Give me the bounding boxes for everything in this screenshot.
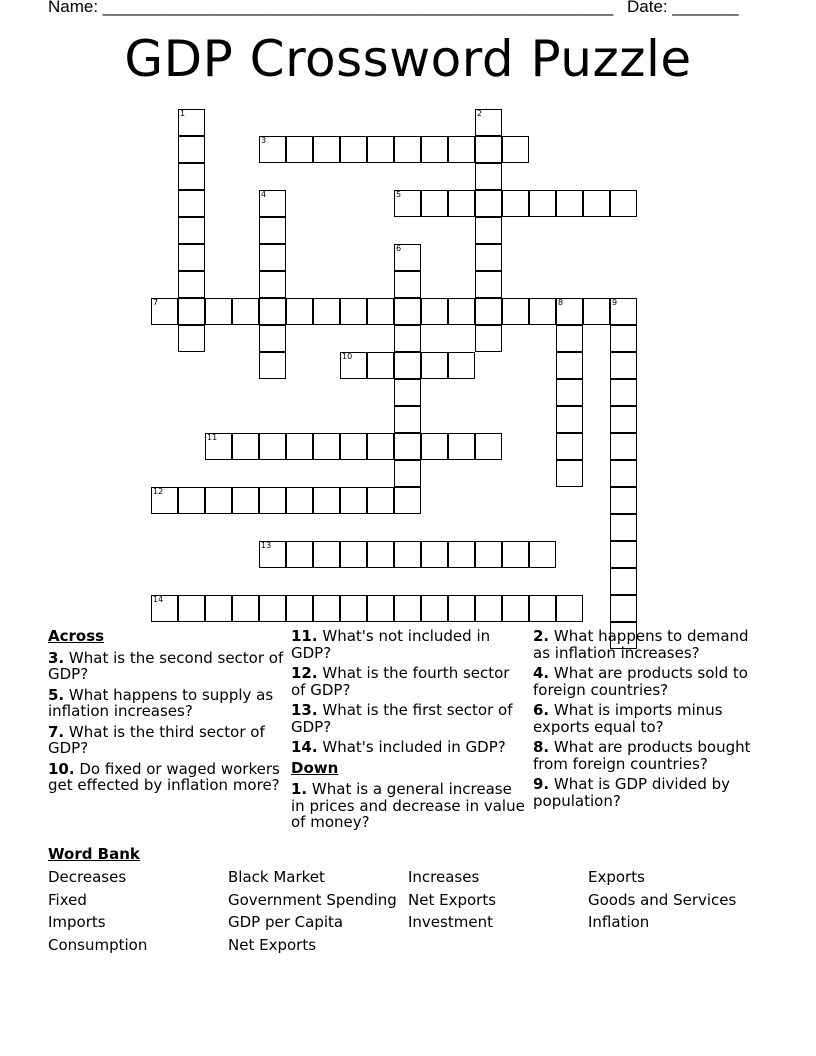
- crossword-cell: [556, 379, 583, 406]
- clue-text: What is imports minus exports equal to?: [533, 701, 723, 736]
- clue-text: What's included in GDP?: [322, 738, 506, 756]
- clue-text: What are products bought from foreign countries?: [533, 738, 751, 773]
- crossword-cell: [367, 595, 394, 622]
- crossword-cell: [610, 568, 637, 595]
- crossword-cell: [259, 244, 286, 271]
- crossword-cell: [475, 595, 502, 622]
- crossword-cell: [556, 325, 583, 352]
- clue-text: What is the fourth sector of GDP?: [291, 664, 510, 699]
- clue-number-label: 12: [153, 487, 164, 496]
- crossword-cell: [151, 487, 178, 514]
- clue-across-7: [48, 724, 284, 757]
- clue-number-label: 6: [396, 244, 402, 253]
- crossword-cell: [394, 379, 421, 406]
- crossword-cell: [178, 298, 205, 325]
- crossword-cell: [394, 325, 421, 352]
- crossword-cell: [394, 595, 421, 622]
- crossword-cell: [610, 325, 637, 352]
- crossword-cell: [205, 298, 232, 325]
- crossword-cell: [610, 433, 637, 460]
- crossword-cell: [502, 190, 529, 217]
- crossword-cell: [259, 217, 286, 244]
- crossword-cell: [610, 487, 637, 514]
- crossword-cell: [448, 298, 475, 325]
- crossword-cell: [286, 541, 313, 568]
- crossword-cell: [394, 460, 421, 487]
- crossword-cell: [610, 541, 637, 568]
- clue-down-6: [533, 702, 769, 735]
- clue-number: 1.: [291, 780, 308, 798]
- crossword-cell: [394, 298, 421, 325]
- crossword-cell: [178, 487, 205, 514]
- crossword-cell: [367, 136, 394, 163]
- clue-text: What is the third sector of GDP?: [48, 722, 265, 757]
- word-bank-item: Government Spending: [228, 891, 397, 909]
- clue-number: 13.: [291, 701, 318, 719]
- crossword-cell: [475, 217, 502, 244]
- crossword-cell: [259, 541, 286, 568]
- crossword-cell: [556, 595, 583, 622]
- crossword-cell: [610, 514, 637, 541]
- crossword-cell: [556, 433, 583, 460]
- word-bank-item: Net Exports: [228, 936, 317, 954]
- crossword-cell: [178, 190, 205, 217]
- word-bank-item: Decreases: [48, 868, 127, 886]
- clue-number: 2.: [533, 627, 550, 645]
- clue-number-label: 13: [261, 541, 272, 550]
- clue-number-label: 4: [261, 190, 267, 199]
- clue-text: What happens to supply as inflation increases?: [48, 685, 274, 720]
- crossword-cell: [610, 406, 637, 433]
- crossword-cell: [313, 487, 340, 514]
- clue-text: What are products sold to foreign countries?: [533, 664, 748, 699]
- clue-text: What is GDP divided by population?: [533, 775, 731, 810]
- crossword-cell: [178, 136, 205, 163]
- crossword-cell: [178, 163, 205, 190]
- word-bank-item: Exports: [588, 868, 645, 886]
- clue-number-label: 10: [342, 352, 353, 361]
- clue-number: 5.: [48, 685, 65, 704]
- clue-number: 6.: [533, 701, 550, 719]
- crossword-cell: [610, 190, 637, 217]
- crossword-cell: [259, 325, 286, 352]
- clue-number-label: 5: [396, 190, 402, 199]
- clue-text: What's not included in GDP?: [291, 627, 491, 662]
- crossword-cell: [205, 487, 232, 514]
- crossword-cell: [259, 136, 286, 163]
- word-bank-item: Inflation: [588, 913, 650, 931]
- crossword-cell: [232, 433, 259, 460]
- crossword-cell: [475, 244, 502, 271]
- word-bank-item: Investment: [408, 913, 493, 931]
- crossword-cell: [286, 487, 313, 514]
- crossword-cell: [394, 136, 421, 163]
- crossword-cell: [232, 487, 259, 514]
- word-bank-heading: Word Bank: [48, 845, 140, 863]
- crossword-cell: [610, 379, 637, 406]
- crossword-cell: [610, 298, 637, 325]
- word-bank-item: Fixed: [48, 891, 87, 909]
- crossword-cell: [421, 298, 448, 325]
- across-heading: Across: [48, 627, 105, 645]
- clue-down-2: [533, 628, 769, 661]
- crossword-cell: [394, 541, 421, 568]
- crossword-cell: [178, 325, 205, 352]
- crossword-cell: [475, 298, 502, 325]
- crossword-cell: [394, 433, 421, 460]
- crossword-cell: [367, 487, 394, 514]
- crossword-cell: [502, 298, 529, 325]
- crossword-cell: [178, 595, 205, 622]
- crossword-cell: [313, 298, 340, 325]
- crossword-cell: [475, 271, 502, 298]
- crossword-cell: [151, 298, 178, 325]
- crossword-cell: [421, 541, 448, 568]
- clue-text: What is the first sector of GDP?: [291, 701, 513, 736]
- crossword-cell: [286, 595, 313, 622]
- word-bank-item: Increases: [408, 868, 480, 886]
- crossword-cell: [394, 271, 421, 298]
- crossword-cell: [367, 541, 394, 568]
- clue-across-11: [291, 628, 527, 661]
- crossword-cell: [205, 595, 232, 622]
- crossword-cell: [313, 595, 340, 622]
- clue-down-9: [533, 776, 769, 809]
- crossword-cell: [367, 298, 394, 325]
- crossword-cell: [340, 487, 367, 514]
- crossword-cell: [448, 136, 475, 163]
- crossword-cell: [394, 487, 421, 514]
- crossword-cell: [313, 541, 340, 568]
- clue-number: 11.: [291, 627, 318, 645]
- name-field-label: Name: ______________________________________________________: [48, 0, 614, 16]
- crossword-cell: [448, 190, 475, 217]
- clue-number: 9.: [533, 775, 550, 793]
- crossword-cell: [394, 190, 421, 217]
- crossword-cell: [475, 190, 502, 217]
- crossword-cell: [367, 352, 394, 379]
- crossword-cell: [448, 352, 475, 379]
- word-bank-item: Imports: [48, 913, 106, 931]
- crossword-cell: [259, 487, 286, 514]
- clue-text: What is a general increase in prices and decrease in value of money?: [291, 780, 525, 831]
- page-title: GDP Crossword Puzzle: [124, 30, 692, 88]
- crossword-cell: [421, 352, 448, 379]
- crossword-cell: [556, 406, 583, 433]
- crossword-cell: [502, 595, 529, 622]
- crossword-cell: [394, 352, 421, 379]
- clue-number-label: 7: [153, 298, 159, 307]
- crossword-cell: [502, 136, 529, 163]
- clue-number-label: 1: [180, 109, 186, 118]
- clue-across-14: [291, 739, 527, 756]
- crossword-cell: [259, 271, 286, 298]
- clue-number: 4.: [533, 664, 550, 682]
- clue-number-label: 14: [153, 595, 164, 604]
- clues-column-2: [291, 628, 527, 835]
- clue-text: Do fixed or waged workers get effected by inflation more?: [48, 759, 280, 794]
- crossword-cell: [178, 109, 205, 136]
- clue-number: 8.: [533, 738, 550, 756]
- crossword-cell: [475, 109, 502, 136]
- clue-number: 12.: [291, 664, 318, 682]
- clue-number: 10.: [48, 759, 75, 778]
- crossword-cell: [259, 352, 286, 379]
- crossword-cell: [610, 352, 637, 379]
- crossword-cell: [286, 433, 313, 460]
- crossword-cell: [178, 244, 205, 271]
- clue-number-label: 11: [207, 433, 218, 442]
- crossword-cell: [178, 271, 205, 298]
- crossword-cell: [583, 190, 610, 217]
- crossword-cell: [475, 433, 502, 460]
- crossword-cell: [529, 541, 556, 568]
- crossword-cell: [340, 541, 367, 568]
- crossword-cell: [259, 433, 286, 460]
- date-field-label: Date: _______: [627, 0, 739, 16]
- clue-across-3: [48, 650, 284, 683]
- crossword-cell: [232, 595, 259, 622]
- crossword-cell: [529, 595, 556, 622]
- clue-down-4: [533, 665, 769, 698]
- crossword-cell: [421, 433, 448, 460]
- crossword-cell: [151, 595, 178, 622]
- clue-number-label: 9: [612, 298, 618, 307]
- crossword-cell: [178, 217, 205, 244]
- crossword-cell: [556, 352, 583, 379]
- clue-across-5: [48, 687, 284, 720]
- crossword-cell: [313, 433, 340, 460]
- crossword-cell: [340, 298, 367, 325]
- crossword-cell: [259, 298, 286, 325]
- crossword-cell: [340, 136, 367, 163]
- crossword-cell: [529, 298, 556, 325]
- crossword-cell: [529, 190, 556, 217]
- word-bank-item: GDP per Capita: [228, 913, 344, 931]
- crossword-cell: [448, 541, 475, 568]
- clue-across-10: [48, 761, 284, 794]
- crossword-cell: [610, 595, 637, 622]
- crossword-cell: [286, 136, 313, 163]
- clue-number-label: 3: [261, 136, 267, 145]
- clue-across-13: [291, 702, 527, 735]
- crossword-cell: [259, 595, 286, 622]
- crossword-cell: [421, 595, 448, 622]
- clue-number: 14.: [291, 738, 318, 756]
- word-bank-item: Consumption: [48, 936, 148, 954]
- crossword-cell: [205, 433, 232, 460]
- clue-text: What is the second sector of GDP?: [48, 648, 284, 683]
- crossword-cell: [475, 136, 502, 163]
- crossword-cell: [502, 541, 529, 568]
- crossword-cell: [340, 433, 367, 460]
- crossword-cell: [475, 163, 502, 190]
- clue-number-label: 8: [558, 298, 564, 307]
- clues-column-3: [533, 628, 769, 813]
- crossword-cell: [313, 136, 340, 163]
- word-bank-item: Goods and Services: [588, 891, 737, 909]
- word-bank-item: Black Market: [228, 868, 325, 886]
- crossword-cell: [394, 406, 421, 433]
- crossword-cell: [394, 244, 421, 271]
- clues-column-1: [48, 628, 284, 798]
- crossword-cell: [448, 595, 475, 622]
- clue-number-label: 2: [477, 109, 483, 118]
- clue-down-8: [533, 739, 769, 772]
- crossword-cell: [286, 298, 313, 325]
- clue-down-1: [291, 781, 527, 831]
- crossword-cell: [232, 298, 259, 325]
- crossword-cell: [340, 595, 367, 622]
- clue-number: 7.: [48, 722, 65, 741]
- crossword-cell: [556, 460, 583, 487]
- crossword-cell: [556, 190, 583, 217]
- word-bank-item: Net Exports: [408, 891, 497, 909]
- crossword-cell: [421, 190, 448, 217]
- clue-text: What happens to demand as inflation increases?: [533, 627, 749, 662]
- crossword-cell: [583, 298, 610, 325]
- clue-number: 3.: [48, 648, 65, 667]
- crossword-cell: [556, 298, 583, 325]
- crossword-cell: [448, 433, 475, 460]
- clue-across-12: [291, 665, 527, 698]
- crossword-cell: [259, 190, 286, 217]
- crossword-cell: [610, 460, 637, 487]
- crossword-cell: [475, 325, 502, 352]
- crossword-cell: [367, 433, 394, 460]
- crossword-cell: [475, 541, 502, 568]
- crossword-cell: [340, 352, 367, 379]
- down-heading: Down: [291, 758, 339, 777]
- crossword-cell: [421, 136, 448, 163]
